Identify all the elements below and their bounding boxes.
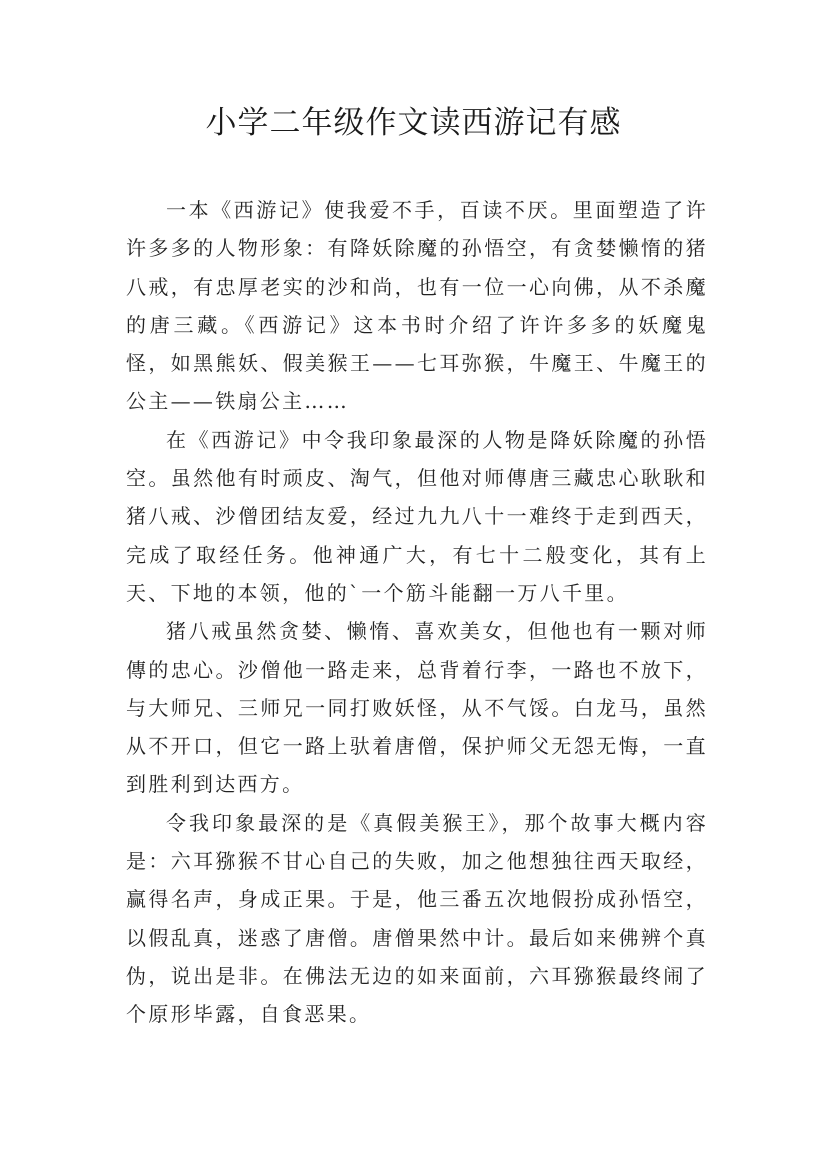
document-title: 小学二年级作文读西游记有感: [205, 105, 622, 141]
paragraph-4: 令我印象最深的是《真假美猴王》，那个故事大概内容是：六耳猕猴不甘心自己的失败，加之他想独往西天取经，赢得名声，身成正果。于是，他三番五次地假扮成孙悟空，以假乱真，迷惑了唐僧。唐僧果然中计。最后如来佛辨个真伪，说出是非。在佛法无边的如来面前，六耳猕猴最终闹了个原形毕露，自食恶果。: [126, 810, 708, 1027]
document-body: [126, 191, 708, 1034]
paragraph-3: 猪八戒虽然贪婪、懒惰、喜欢美女，但他也有一颗对师傳的忠心。沙僧他一路走来，总背着行李，一路也不放下，与大师兄、三师兄一同打败妖怪，从不气馁。白龙马，虽然从不开口，但它一路上驮着唐僧，保护师父无怨无悔，一直到胜利到达西方。: [126, 619, 708, 797]
paragraph-1: 一本《西游记》使我爱不手，百读不厌。里面塑造了许许多多的人物形象：有降妖除魔的孙悟空，有贪婪懒惰的猪八戒，有忠厚老实的沙和尚，也有一位一心向佛，从不杀魔的唐三藏。《西游记》这本书时介绍了许许多多的妖魔鬼怪，如黑熊妖、假美猴王——七耳弥猴，牛魔王、牛魔王的公主——铁扇公主……: [126, 198, 708, 414]
paragraph-2: 在《西游记》中令我印象最深的人物是降妖除魔的孙悟空。虽然他有时顽皮、淘气，但他对师傳唐三藏忠心耿耿和猪八戒、沙僧团结友爱，经过九九八十一难终于走到西天，完成了取经任务。他神通广大，有七十二般变化，其有上天、下地的本领，他的`一个筋斗能翻一万八千里。: [126, 427, 708, 605]
